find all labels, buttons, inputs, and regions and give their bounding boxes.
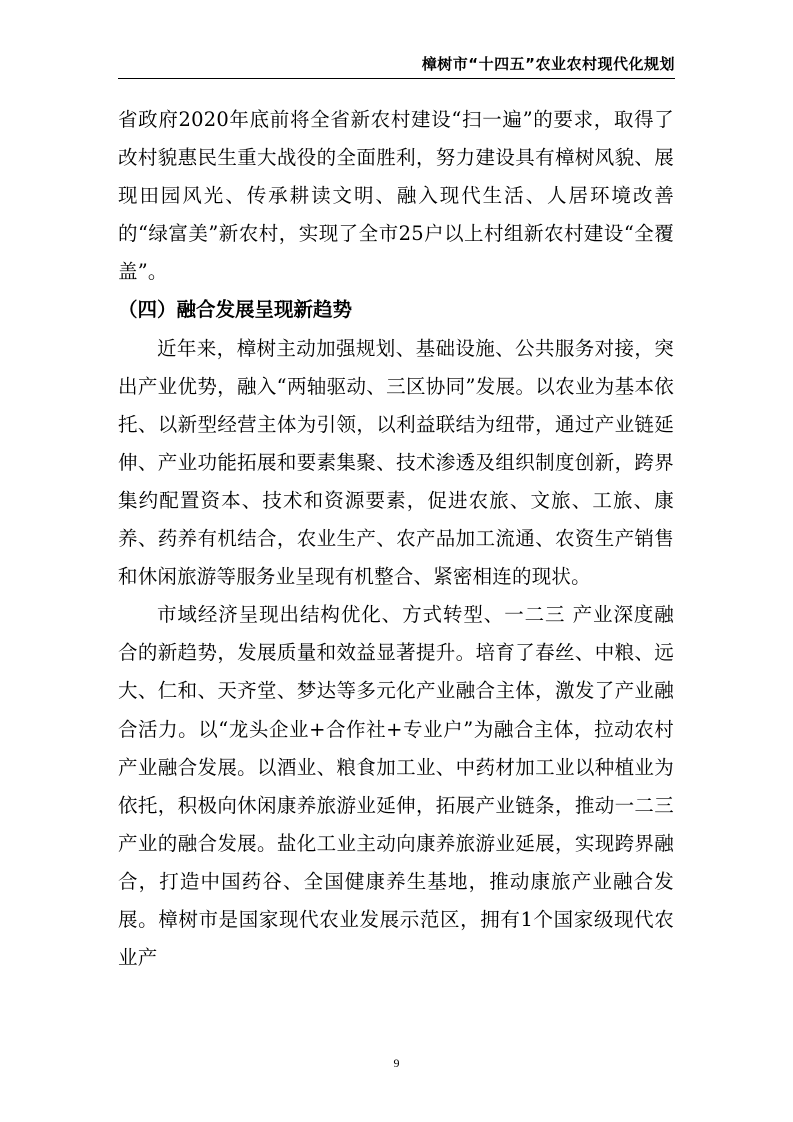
paragraph: 市域经济呈现出结构优化、方式转型、一二三 产业深度融合的新趋势，发展质量和效益显著提升。培育了春丝、中粮、远大、仁和、天齐堂、梦达等多元化产业融合主体，激发了产业融合活力。以“龙头企业+合作社+专业户”为融合主体，拉动农村产业融合发展。以酒业、粮食加工业、中药材加工业以种植业为依托，积极向休闲康养旅游业延伸，拓展产业链条，推动一二三产业的融合发展。盐化工业主动向康养旅游业延展，实现跨界融合，打造中国药谷、全国健康养生基地，推动康旅产业融合发展。樟树市是国家现代农业发展示范区，拥有1个国家级现代农业产 <box>118 603 674 970</box>
section-heading: （四）融合发展呈现新趋势 <box>118 298 353 322</box>
page-header <box>118 48 675 79</box>
document-title: 樟树市“十四五”农业农村现代化规划 <box>421 55 675 73</box>
paragraph-continued: 省政府2020年底前将全省新农村建设“扫一遍”的要求，取得了改村貌惠民生重大战役的全面胜利，努力建设具有樟树风貌、展现田园风光、传承耕读文明、融入现代生活、人居环境改善的“绿富美”新农村，实现了全市25户以上村组新农村建设“全覆盖”。 <box>118 108 674 284</box>
page-content <box>118 101 674 977</box>
paragraph: 近年来，樟树主动加强规划、基础设施、公共服务对接，突出产业优势，融入“两轴驱动、三区协同”发展。以农业为基本依托、以新型经营主体为引领，以利益联结为纽带，通过产业链延伸、产业功能拓展和要素集聚、技术渗透及组织制度创新，跨界集约配置资本、技术和资源要素，促进农旅、文旅、工旅、康养、药养有机结合，农业生产、农产品加工流通、农资生产销售和休闲旅游等服务业呈现有机整合、紧密相连的现状。 <box>118 336 674 589</box>
page-number: 9 <box>393 1056 400 1070</box>
